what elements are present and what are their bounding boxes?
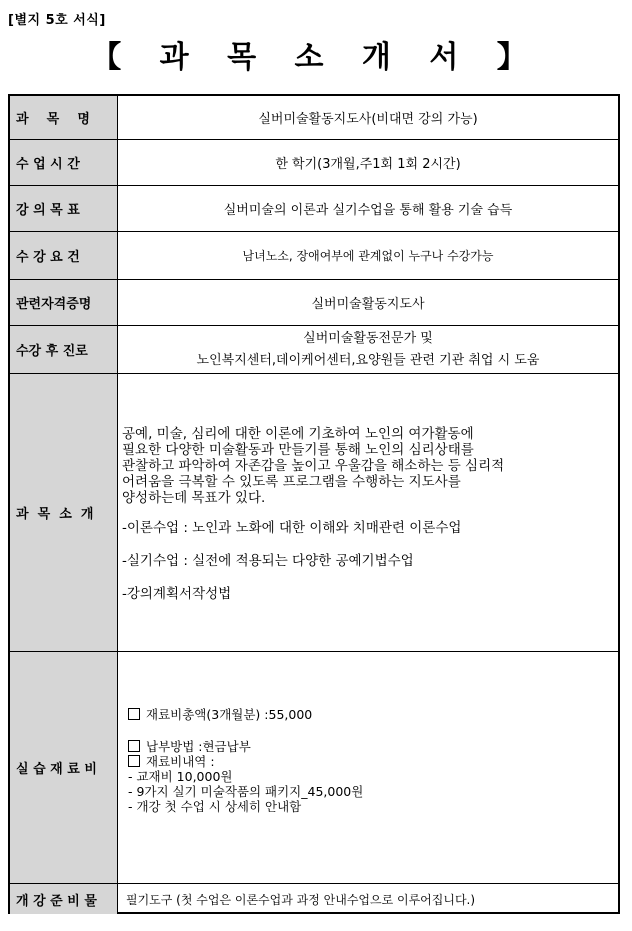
document-title: 【 과 목 소 개 서 】 <box>91 40 541 75</box>
career-path-line-2: 노인복지센터,데이케어센터,요양원들 관련 기관 취업 시 도움 <box>196 352 540 368</box>
course-intro-text <box>122 426 612 602</box>
label-class-time: 수 업 시 간 <box>10 140 118 185</box>
row-career-path <box>10 326 618 374</box>
label-preparation: 개 강 준 비 물 <box>10 884 118 914</box>
material-detail-package: - 9가지 실기 미술작품의 패키지_45,000원 <box>128 784 364 799</box>
label-career-path: 수강 후 진로 <box>10 326 118 373</box>
checkbox-icon <box>128 708 140 720</box>
career-path-line-1: 실버미술활동전문가 및 <box>303 330 433 346</box>
intro-line-1: 공예, 미술, 심리에 대한 이론에 기초하여 노인의 여가활동에 <box>122 426 474 442</box>
material-total-text: 재료비총액(3개월분) :55,000 <box>146 707 313 722</box>
form-number-tag: [별지 5호 서식] <box>8 13 106 28</box>
payment-method <box>128 739 612 754</box>
label-material-cost: 실 습 재 료 비 <box>10 652 118 883</box>
value-class-time: 한 학기(3개월,주1회 1회 2시간) <box>275 157 461 172</box>
material-detail-notice: - 개강 첫 수업 시 상세히 안내함 <box>128 799 302 814</box>
value-course-goal: 실버미술의 이론과 실기수업을 통해 활용 기술 습득 <box>223 203 513 218</box>
label-course-name: 과 목 명 <box>10 96 118 139</box>
material-breakdown-text: 재료비내역 : <box>146 754 215 769</box>
value-preparation: 필기도구 (첫 수업은 이론수업과 과정 안내수업으로 이루어집니다.) <box>126 892 476 907</box>
row-course-name <box>10 96 618 140</box>
value-career-path <box>118 326 618 373</box>
intro-line-4: 어려움을 극복할 수 있도록 프로그램을 수행하는 지도사를 <box>122 474 461 490</box>
payment-method-text: 납부방법 :현금납부 <box>146 739 251 754</box>
row-certificate <box>10 280 618 326</box>
checkbox-icon <box>128 755 140 767</box>
row-course-goal <box>10 186 618 232</box>
intro-item-theory: -이론수업 : 노인과 노화에 대한 이해와 치매관련 이론수업 <box>122 520 462 536</box>
row-material-cost <box>10 652 618 884</box>
material-detail-textbook: - 교재비 10,000원 <box>128 769 233 784</box>
label-course-goal: 강 의 목 표 <box>10 186 118 231</box>
intro-line-2: 필요한 다양한 미술활동과 만들기를 통해 노인의 심리상태를 <box>122 442 474 458</box>
row-preparation <box>10 884 618 914</box>
row-requirements <box>10 232 618 280</box>
intro-item-syllabus: -강의계획서작성법 <box>122 586 232 602</box>
intro-item-practice: -실기수업 : 실전에 적용되는 다양한 공예기법수업 <box>122 553 414 569</box>
value-certificate: 실버미술활동지도사 <box>311 297 425 312</box>
row-class-time <box>10 140 618 186</box>
intro-line-5: 양성하는데 목표가 있다. <box>122 490 266 506</box>
material-breakdown-header <box>128 754 612 769</box>
label-certificate: 관련자격증명 <box>10 280 118 325</box>
checkbox-icon <box>128 740 140 752</box>
row-course-intro <box>10 374 618 652</box>
label-requirements: 수 강 요 건 <box>10 232 118 279</box>
value-course-name: 실버미술활동지도사(비대면 강의 가능) <box>258 112 478 127</box>
label-course-intro: 과 목 소 개 <box>10 374 118 651</box>
course-info-table <box>8 94 620 914</box>
material-detail-block <box>128 739 612 814</box>
intro-line-3: 관찰하고 파악하여 자존감을 높이고 우울감을 해소하는 등 심리적 <box>122 458 505 474</box>
value-requirements: 남녀노소, 장애여부에 관계없이 누구나 수강가능 <box>242 249 494 263</box>
material-total <box>128 707 612 722</box>
